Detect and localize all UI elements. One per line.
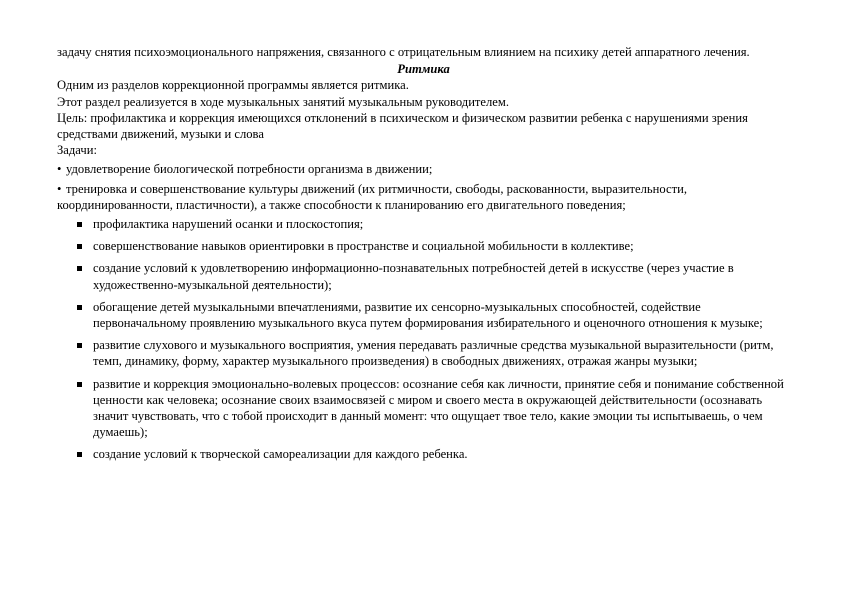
list-item-text: развитие слухового и музыкального восприятия, умения передавать различные средства музыкальной выразительности (ритм, темп, динамику, форму, характер музыкального произведения) в свободных движениях, отражая жанры музыки; [93,338,774,369]
dot-bullet-icon: • [57,181,62,196]
list-item-text: обогащение детей музыкальными впечатлениями, развитие их сенсорно-музыкальных способностей, содействие первоначальному проявлению музыкального вкуса путем формирования избирательного и оценочного отношения к музыке; [93,299,763,331]
intro-continuation: задачу снятия психоэмоционального напряжения, связанного с отрицательным влиянием на психику детей аппаратного лечения. [57,45,750,59]
square-bullet-icon [77,244,82,249]
square-bullet-icon [77,382,82,387]
dot-list-item [57,161,790,177]
paragraph: Одним из разделов коррекционной программы является ритмика. [57,78,409,93]
square-bullet-icon [77,222,82,227]
dot-bullet-icon: • [57,162,62,177]
list-item-text: совершенствование навыков ориентировки в пространстве и социальной мобильности в коллективе; [93,239,634,254]
tasks-heading: Задачи: [57,143,97,158]
list-item-text: профилактика нарушений осанки и плоскостопия; [93,217,364,232]
paragraph: Этот раздел реализуется в ходе музыкальных занятий музыкальным руководителем. [57,94,510,109]
goal-paragraph: Цель: профилактика и коррекция имеющихся отклонений в психическом и физическом развитии ребенка с нарушениями зрения средствами движений, музыки и слова [57,110,748,142]
square-bullet-icon [77,452,82,457]
list-item-text: развитие и коррекция эмоционально-волевых процессов: осознание себя как личности, принятие себя и понимание собственной ценности как человека; осознание своих взаимосвязей с миром и своего места в окружающей действительности (осознавать значит чувствовать, что с тобой происходит в данный момент: что ощущает твое тело, какие эмоции ты испытываешь, о чем думаешь); [93,376,784,440]
dot-list-item-text: удовлетворение биологической потребности организма в движении; [66,162,433,177]
list-item-text: создание условий к удовлетворению информационно-познавательных потребностей детей в искусстве (через участие в художественно-музыкальной деятельности); [93,261,734,292]
square-bullet-icon [77,305,82,310]
dot-list-item [57,181,790,213]
list-item [57,260,790,292]
section-title: Ритмика [397,62,450,77]
list-item [57,299,790,331]
task-list [57,216,790,463]
list-item [57,337,790,369]
square-bullet-icon [77,266,82,271]
square-bullet-icon [77,343,82,348]
list-item [57,376,790,441]
list-item-text: создание условий к творческой самореализации для каждого ребенка. [93,447,468,462]
dot-list-item-text: тренировка и совершенствование культуры движений (их ритмичности, свободы, раскованности, выразительности, координированности, пластичности), а также способности к планированию его двигательного поведения; [57,181,687,212]
document-body [57,44,790,469]
list-item [57,238,790,254]
list-item [57,216,790,232]
list-item [57,446,790,462]
